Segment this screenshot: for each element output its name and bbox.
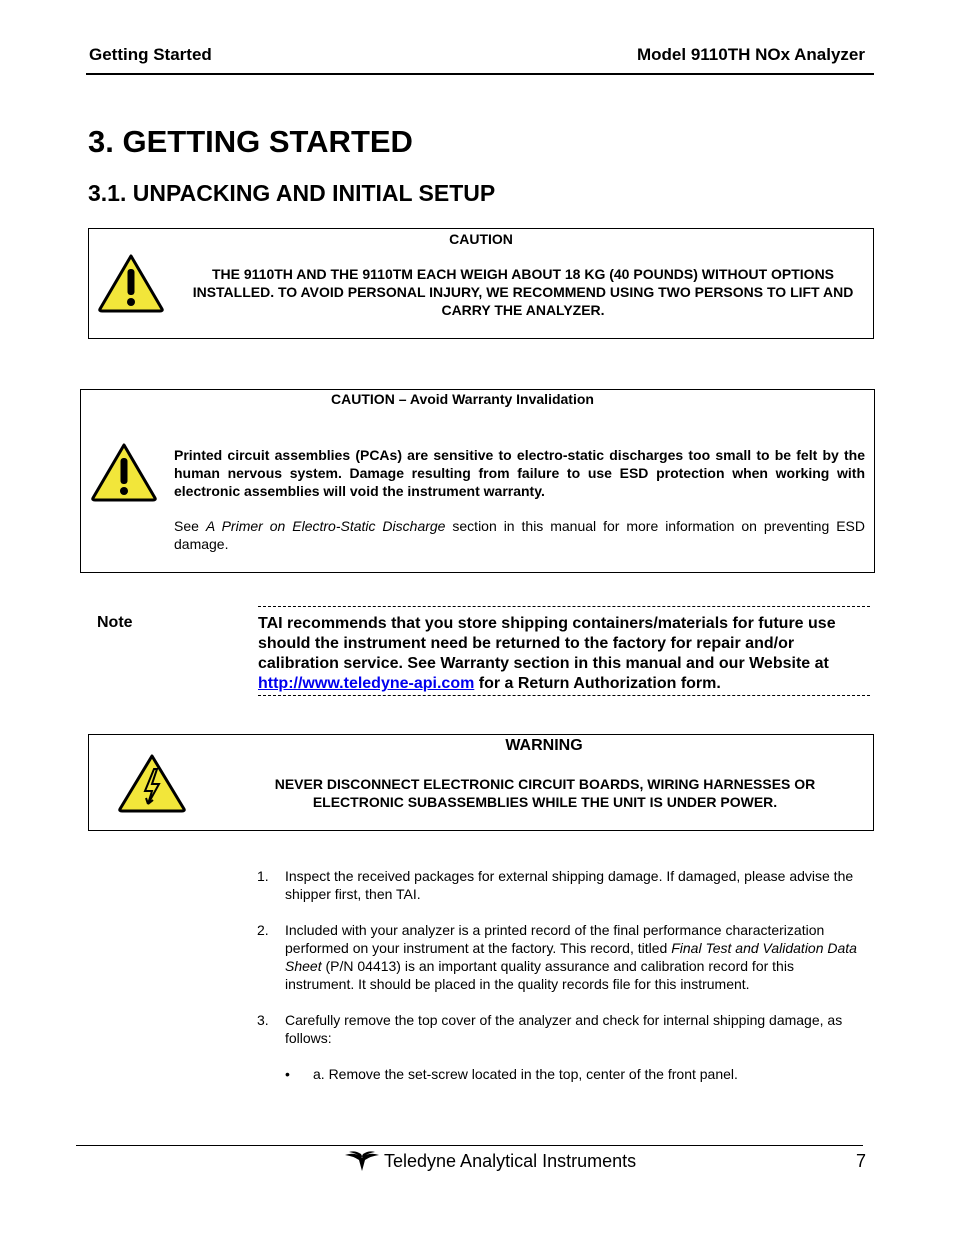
teledyne-logo-icon — [345, 1150, 379, 1172]
header-rule — [86, 73, 874, 75]
data-sheet-title: Final Test and Validation Data Sheet — [285, 940, 857, 974]
warning-triangle-icon — [97, 253, 165, 313]
page-number: 7 — [856, 1151, 867, 1171]
warning-title: WARNING — [505, 737, 583, 754]
caution-title: CAUTION — [449, 231, 513, 247]
running-header-model: Model 9110TH NOx Analyzer — [636, 45, 865, 64]
note-label: Note — [97, 614, 133, 631]
sub-list-item: • a. Remove the set-screw located in the top, center of the front panel. — [285, 1066, 738, 1082]
caution-esd-paragraph: Printed circuit assemblies (PCAs) are sensitive to electro-static discharges too small to be felt by the human nervous system. Damage resulting from failure to use ESD protection when working with electronic assemblies will void the instrument warranty. — [174, 447, 865, 499]
footer-rule — [76, 1145, 863, 1146]
warning-body: NEVER DISCONNECT ELECTRONIC CIRCUIT BOARDS, WIRING HARNESSES OR ELECTRONIC SUBASSEMBLIES WHILE THE UNIT IS UNDER POWER. — [274, 776, 816, 810]
warning-triangle-icon — [90, 442, 158, 502]
list-item: 1. Inspect the received packages for external shipping damage. If damaged, please advise the shipper first, then TAI. — [257, 868, 854, 902]
list-item: 3. Carefully remove the top cover of the analyzer and check for internal shipping damage, as follows: — [257, 1012, 843, 1046]
setup-steps — [257, 867, 867, 1083]
chapter-title: 3. GETTING STARTED — [88, 124, 413, 159]
note-divider-top — [258, 606, 870, 607]
caution-body: THE 9110TH AND THE 9110TM EACH WEIGH ABOUT 18 KG (40 POUNDS) WITHOUT OPTIONS INSTALLED. TO AVOID PERSONAL INJURY, WE RECOMMEND USING TWO PERSONS TO LIFT AND CARRY THE ANALYZER. — [192, 266, 854, 318]
caution-esd-reference: See A Primer on Electro-Static Discharge section in this manual for more information on preventing ESD damage. — [174, 518, 865, 552]
esd-primer-title: A Primer on Electro-Static Discharge — [205, 518, 446, 534]
teledyne-website-link[interactable]: http://www.teledyne-api.com — [258, 675, 475, 692]
caution-box-esd — [80, 389, 875, 573]
note-text: TAI recommends that you store shipping containers/materials for future use should the instrument need be returned to the factory for repair and/or calibration service. See Warranty section in this manual and our Website at http://www.teledyne-api.com for a Return Authorization form. — [258, 615, 836, 692]
note-divider-bottom — [258, 695, 870, 696]
warning-box — [88, 734, 874, 831]
caution-esd-title: CAUTION – Avoid Warranty Invalidation — [331, 391, 594, 407]
list-item: 2. Included with your analyzer is a printed record of the final performance characterization performed on your instrument at the factory. This record, titled Final Test and Validation Data Sheet (P/N 04413) is an important quality assurance and calibration record for this instrument. It should be placed in the quality records file for this instrument. — [257, 922, 857, 992]
footer-company: Teledyne Analytical Instruments — [384, 1151, 637, 1171]
caution-box-weight — [88, 228, 874, 339]
section-title: 3.1. UNPACKING AND INITIAL SETUP — [88, 180, 496, 206]
electrical-hazard-icon — [117, 753, 187, 813]
running-header-section: Getting Started — [89, 45, 212, 64]
